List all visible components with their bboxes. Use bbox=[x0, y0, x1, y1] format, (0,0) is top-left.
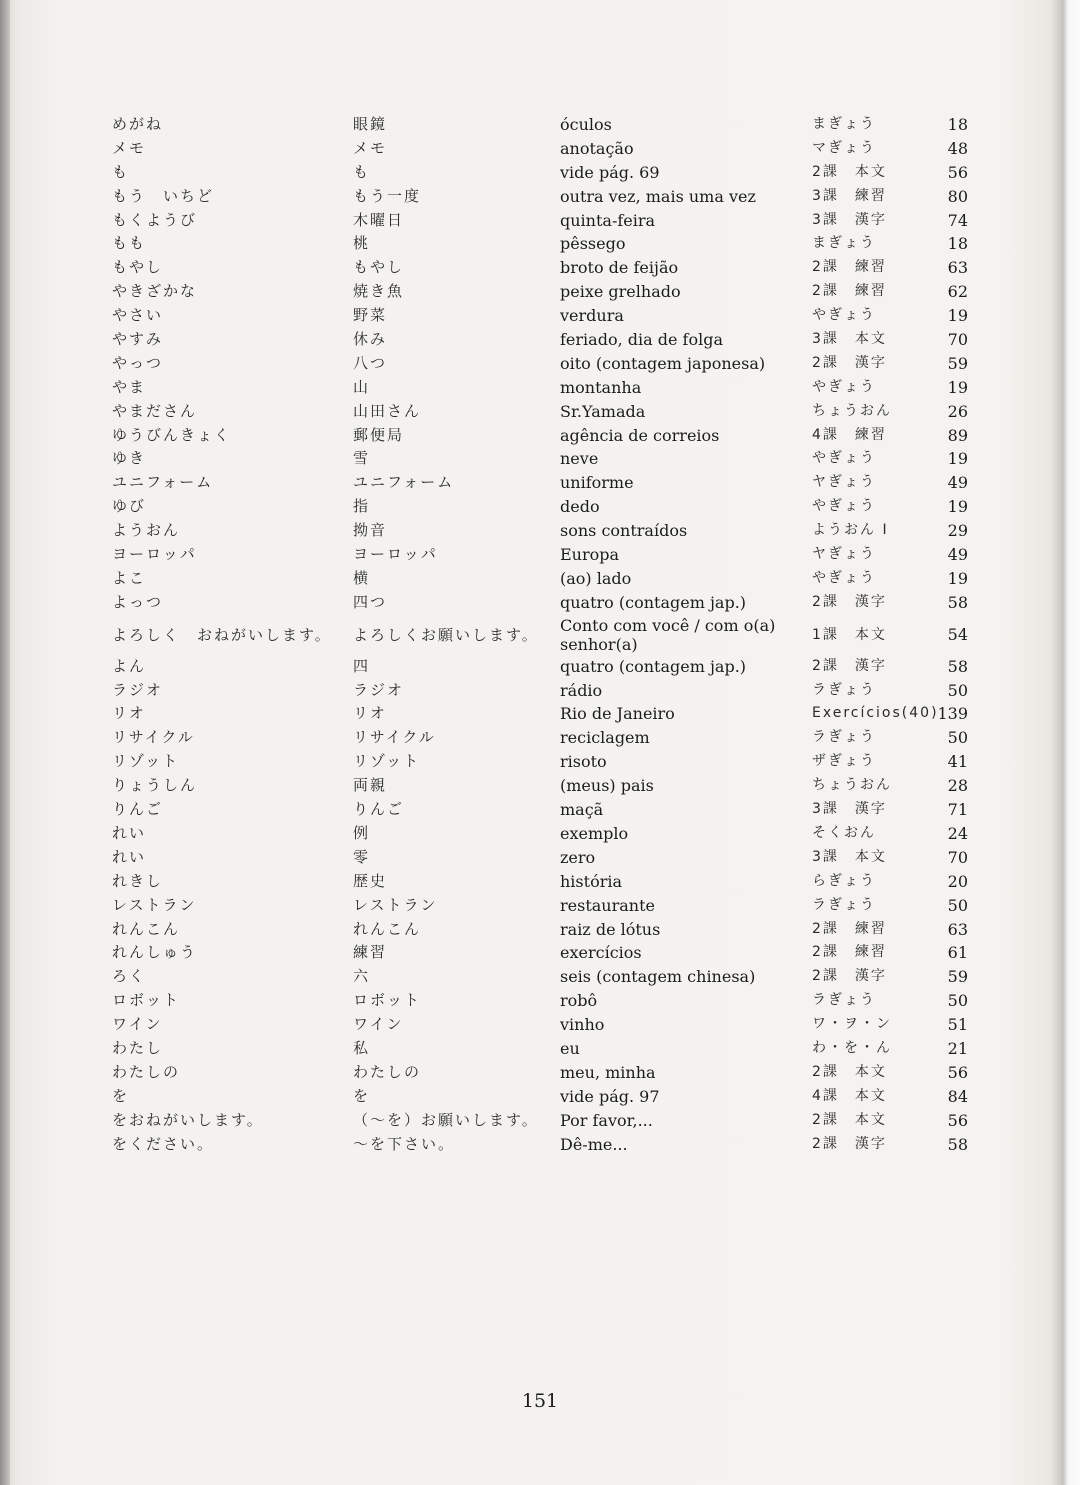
kanji-writing: 木曜日 bbox=[353, 210, 405, 229]
portuguese-meaning: quinta-feira bbox=[560, 210, 656, 230]
lesson-reference: 2課 漢字 bbox=[812, 657, 887, 674]
kana-reading: めがね bbox=[112, 115, 164, 133]
page-reference: 24 bbox=[947, 823, 968, 843]
portuguese-meaning: dedo bbox=[560, 497, 600, 517]
portuguese-meaning: verdura bbox=[560, 306, 624, 326]
portuguese-meaning: história bbox=[560, 871, 622, 891]
kana-reading: ゆき bbox=[112, 449, 147, 468]
portuguese-meaning: neve bbox=[560, 449, 599, 469]
page-reference: 41 bbox=[947, 752, 968, 772]
kanji-writing: 雪 bbox=[353, 449, 371, 468]
portuguese-meaning: sons contraídos bbox=[560, 521, 688, 541]
vocab-row bbox=[110, 328, 980, 352]
page-reference: 20 bbox=[947, 871, 968, 891]
portuguese-meaning: Europa bbox=[560, 545, 620, 565]
vocab-row bbox=[110, 894, 980, 918]
lesson-reference: 3課 本文 bbox=[812, 331, 887, 348]
portuguese-meaning: robô bbox=[560, 991, 598, 1011]
portuguese-meaning: exercícios bbox=[560, 943, 642, 963]
kanji-writing: 四つ bbox=[353, 592, 388, 611]
page-reference: 62 bbox=[947, 282, 968, 302]
portuguese-meaning: broto de feijão bbox=[560, 258, 679, 278]
kanji-writing: リオ bbox=[353, 704, 387, 723]
kanji-writing: よろしくお願いします。 bbox=[353, 625, 539, 644]
page-reference: 89 bbox=[947, 425, 968, 445]
kanji-writing: 眼鏡 bbox=[353, 115, 388, 133]
lesson-reference: やぎょう bbox=[812, 307, 876, 324]
kana-reading: リオ bbox=[112, 704, 146, 723]
portuguese-meaning: maçã bbox=[560, 800, 604, 820]
kanji-writing: も bbox=[353, 162, 371, 181]
kana-reading: りんご bbox=[112, 800, 164, 819]
kana-reading: やきざかな bbox=[112, 282, 198, 301]
vocab-row bbox=[110, 655, 980, 679]
lesson-reference: ワ・ヲ・ン bbox=[812, 1016, 892, 1033]
portuguese-meaning: raiz de lótus bbox=[560, 919, 661, 939]
lesson-reference: マぎょう bbox=[812, 139, 876, 156]
vocab-row bbox=[110, 1109, 980, 1133]
page-reference: 28 bbox=[947, 776, 968, 796]
page-reference: 54 bbox=[947, 624, 968, 644]
vocab-row bbox=[110, 989, 980, 1013]
kana-reading: ワイン bbox=[112, 1015, 163, 1034]
vocabulary-table bbox=[110, 113, 980, 1156]
page-reference: 19 bbox=[947, 306, 968, 326]
kana-reading: をください。 bbox=[112, 1134, 215, 1153]
page-reference: 19 bbox=[947, 449, 968, 469]
kanji-writing: 休み bbox=[353, 330, 388, 349]
kana-reading: リゾット bbox=[112, 752, 180, 771]
page-reference: 63 bbox=[947, 919, 968, 939]
vocab-row bbox=[110, 591, 980, 615]
portuguese-meaning: Por favor,... bbox=[560, 1110, 653, 1130]
lesson-reference: 2課 練習 bbox=[812, 920, 887, 937]
lesson-reference: まぎょう bbox=[812, 116, 876, 132]
lesson-reference: やぎょう bbox=[812, 450, 876, 467]
lesson-reference: ラぎょう bbox=[812, 681, 876, 698]
kana-reading: やま bbox=[112, 377, 147, 396]
vocab-row bbox=[110, 774, 980, 798]
vocab-row bbox=[110, 941, 980, 965]
lesson-reference: 2課 練習 bbox=[812, 259, 887, 276]
kanji-writing: ワイン bbox=[353, 1015, 404, 1034]
kanji-writing: リゾット bbox=[353, 752, 421, 771]
lesson-reference: 4課 本文 bbox=[812, 1087, 887, 1104]
page-reference: 74 bbox=[947, 210, 968, 230]
kanji-writing: 指 bbox=[353, 497, 371, 516]
lesson-reference: やぎょう bbox=[812, 498, 876, 515]
kana-reading: を bbox=[112, 1086, 130, 1105]
portuguese-meaning: rádio bbox=[560, 680, 603, 700]
portuguese-meaning: meu, minha bbox=[560, 1062, 656, 1082]
portuguese-meaning: pêssego bbox=[560, 234, 626, 254]
page-reference: 50 bbox=[947, 895, 968, 915]
kanji-writing: もやし bbox=[353, 258, 405, 277]
kanji-writing: 焼き魚 bbox=[353, 282, 405, 301]
lesson-reference: 2課 練習 bbox=[812, 283, 887, 300]
kanji-writing: りんご bbox=[353, 800, 405, 819]
vocab-row bbox=[110, 543, 980, 567]
kanji-writing: れんこん bbox=[353, 919, 422, 938]
page-reference: 19 bbox=[947, 497, 968, 517]
page-reference: 19 bbox=[947, 377, 968, 397]
vocab-row bbox=[110, 798, 980, 822]
kana-reading: よこ bbox=[112, 568, 147, 587]
kana-reading: よん bbox=[112, 656, 147, 675]
page-reference: 21 bbox=[947, 1038, 968, 1058]
kana-reading: れい bbox=[112, 847, 147, 866]
lesson-reference: やぎょう bbox=[812, 378, 876, 395]
vocab-row bbox=[110, 519, 980, 543]
vocab-row bbox=[110, 113, 980, 137]
kanji-writing: ラジオ bbox=[353, 680, 405, 699]
page-reference: 49 bbox=[947, 545, 968, 565]
portuguese-meaning: seis (contagem chinesa) bbox=[560, 967, 756, 987]
page-reference: 56 bbox=[947, 1062, 968, 1082]
lesson-reference: ちょうおん bbox=[812, 402, 892, 419]
portuguese-meaning: eu bbox=[560, 1038, 580, 1058]
kanji-writing: リサイクル bbox=[353, 728, 436, 747]
kanji-writing: 拗音 bbox=[353, 521, 388, 540]
lesson-reference: 2課 漢字 bbox=[812, 1135, 887, 1152]
portuguese-meaning: Conto com você / com o(a) senhor(a) bbox=[560, 615, 776, 654]
page-reference: 58 bbox=[947, 1134, 968, 1154]
kana-reading: をおねがいします。 bbox=[112, 1110, 264, 1129]
vocab-row bbox=[110, 1133, 980, 1157]
portuguese-meaning: feriado, dia de folga bbox=[560, 330, 723, 350]
page-reference: 48 bbox=[947, 138, 968, 158]
kanji-writing: ロボット bbox=[353, 991, 422, 1010]
lesson-reference: ヤぎょう bbox=[812, 474, 876, 491]
portuguese-meaning: uniforme bbox=[560, 473, 634, 493]
portuguese-meaning: quatro (contagem jap.) bbox=[560, 592, 747, 612]
kanji-writing: レストラン bbox=[353, 895, 438, 914]
kanji-writing: （～を）お願いします。 bbox=[353, 1110, 539, 1129]
kana-reading: ロボット bbox=[112, 991, 181, 1010]
kanji-writing: 例 bbox=[353, 823, 371, 842]
kana-reading: わたし bbox=[112, 1038, 164, 1057]
portuguese-meaning: restaurante bbox=[560, 895, 655, 915]
lesson-reference: ラぎょう bbox=[812, 992, 876, 1009]
page-reference: 56 bbox=[947, 162, 968, 182]
page-reference: 139 bbox=[937, 704, 968, 724]
vocab-row bbox=[110, 304, 980, 328]
vocab-row bbox=[110, 846, 980, 870]
vocab-row bbox=[110, 965, 980, 989]
kanji-writing: ユニフォーム bbox=[353, 473, 455, 492]
lesson-reference: 3課 練習 bbox=[812, 187, 887, 204]
vocab-row bbox=[110, 1085, 980, 1109]
kana-reading: れきし bbox=[112, 871, 164, 890]
vocab-row bbox=[110, 471, 980, 495]
kana-reading: メモ bbox=[112, 138, 147, 157]
portuguese-meaning: vide pág. 97 bbox=[560, 1086, 660, 1106]
lesson-reference: Exercícios(40) bbox=[812, 705, 939, 722]
kana-reading: もう いちど bbox=[112, 186, 215, 205]
lesson-reference: わ・を・ん bbox=[812, 1039, 892, 1056]
kana-reading: リサイクル bbox=[112, 728, 195, 747]
page-reference: 63 bbox=[947, 258, 968, 278]
page-reference: 70 bbox=[947, 330, 968, 350]
portuguese-meaning: risoto bbox=[560, 752, 607, 772]
lesson-reference: ようおん I bbox=[812, 522, 889, 539]
page-reference: 50 bbox=[947, 728, 968, 748]
kana-reading: レストラン bbox=[112, 895, 197, 914]
page-reference: 58 bbox=[947, 592, 968, 612]
vocab-row bbox=[110, 209, 980, 233]
kana-reading: もも bbox=[112, 234, 147, 253]
portuguese-meaning: (meus) pais bbox=[560, 776, 654, 796]
page-reference: 70 bbox=[947, 847, 968, 867]
lesson-reference: 2課 漢字 bbox=[812, 354, 887, 371]
kana-reading: ゆうびんきょく bbox=[112, 425, 232, 444]
portuguese-meaning: vide pág. 69 bbox=[560, 162, 660, 182]
vocab-row bbox=[110, 232, 980, 256]
portuguese-meaning: anotação bbox=[560, 138, 634, 158]
kana-reading: やさい bbox=[112, 306, 164, 325]
portuguese-meaning: Sr.Yamada bbox=[560, 401, 646, 421]
lesson-reference: 3課 本文 bbox=[812, 848, 887, 865]
vocab-row bbox=[110, 447, 980, 471]
page-reference: 59 bbox=[947, 967, 968, 987]
lesson-reference: そくおん bbox=[812, 824, 876, 841]
kanji-writing: メモ bbox=[353, 138, 388, 157]
portuguese-meaning: agência de correios bbox=[560, 425, 720, 445]
vocab-row bbox=[110, 1013, 980, 1037]
vocab-row bbox=[110, 702, 980, 726]
kanji-writing: 両親 bbox=[353, 776, 388, 795]
kanji-writing: もう一度 bbox=[353, 186, 422, 205]
vocab-row bbox=[110, 918, 980, 942]
kana-reading: やまださん bbox=[112, 401, 198, 420]
page-reference: 49 bbox=[947, 473, 968, 493]
kanji-writing: 山 bbox=[353, 377, 371, 396]
page-reference: 26 bbox=[947, 401, 968, 421]
lesson-reference: 2課 本文 bbox=[812, 163, 887, 180]
page-reference: 50 bbox=[947, 991, 968, 1011]
kana-reading: よろしく おねがいします。 bbox=[112, 625, 332, 644]
vocab-row bbox=[110, 495, 980, 519]
page-edge bbox=[1062, 0, 1080, 1485]
kanji-writing: 四 bbox=[353, 656, 371, 675]
lesson-reference: 2課 本文 bbox=[812, 1111, 887, 1128]
portuguese-meaning: peixe grelhado bbox=[560, 282, 681, 302]
kana-reading: やすみ bbox=[112, 330, 164, 349]
lesson-reference: ちょうおん bbox=[812, 777, 892, 794]
portuguese-meaning: reciclagem bbox=[560, 728, 650, 748]
lesson-reference: 3課 漢字 bbox=[812, 801, 887, 818]
lesson-reference: まぎょう bbox=[812, 235, 876, 252]
kanji-writing: 六 bbox=[353, 967, 371, 986]
page-number: 151 bbox=[521, 1390, 559, 1412]
kana-reading: も bbox=[112, 162, 130, 181]
vocab-row bbox=[110, 679, 980, 703]
lesson-reference: 2課 漢字 bbox=[812, 593, 887, 610]
kana-reading: もくようび bbox=[112, 210, 198, 229]
kanji-writing: 私 bbox=[353, 1038, 371, 1057]
portuguese-meaning: Dê-me... bbox=[560, 1134, 628, 1154]
kanji-writing: 八つ bbox=[353, 353, 388, 372]
vocab-row bbox=[110, 424, 980, 448]
portuguese-meaning: quatro (contagem jap.) bbox=[560, 656, 747, 676]
kana-reading: ヨーロッパ bbox=[112, 545, 197, 564]
page-reference: 71 bbox=[947, 800, 968, 820]
vocab-row bbox=[110, 822, 980, 846]
kanji-writing: 練習 bbox=[353, 943, 388, 962]
lesson-reference: ヤぎょう bbox=[812, 546, 876, 563]
book-spine bbox=[0, 0, 10, 1485]
portuguese-meaning: óculos bbox=[560, 115, 612, 134]
page-reference: 18 bbox=[947, 115, 968, 134]
kana-reading: よっつ bbox=[112, 592, 164, 611]
kanji-writing: 山田さん bbox=[353, 401, 422, 420]
vocab-row bbox=[110, 376, 980, 400]
kana-reading: もやし bbox=[112, 258, 164, 277]
kanji-writing: 歴史 bbox=[353, 871, 388, 890]
kana-reading: ラジオ bbox=[112, 680, 164, 699]
page-reference: 51 bbox=[947, 1015, 968, 1035]
vocab-row bbox=[110, 726, 980, 750]
lesson-reference: やぎょう bbox=[812, 569, 876, 586]
vocab-row bbox=[110, 161, 980, 185]
kana-reading: やっつ bbox=[112, 353, 164, 372]
vocab-row bbox=[110, 870, 980, 894]
page-reference: 19 bbox=[947, 568, 968, 588]
vocab-row bbox=[110, 1037, 980, 1061]
portuguese-meaning: outra vez, mais uma vez bbox=[560, 186, 756, 206]
portuguese-meaning: zero bbox=[560, 847, 596, 867]
kana-reading: ユニフォーム bbox=[112, 473, 214, 492]
lesson-reference: ザぎょう bbox=[812, 753, 876, 770]
page-reference: 50 bbox=[947, 680, 968, 700]
page-reference: 59 bbox=[947, 353, 968, 373]
kana-reading: ろく bbox=[112, 967, 147, 986]
lesson-reference: 2課 漢字 bbox=[812, 968, 887, 985]
page-reference: 58 bbox=[947, 656, 968, 676]
kanji-writing: ヨーロッパ bbox=[353, 545, 438, 564]
lesson-reference: 2課 本文 bbox=[812, 1063, 887, 1080]
page-reference: 18 bbox=[947, 234, 968, 254]
vocab-row bbox=[110, 750, 980, 774]
kanji-writing: 郵便局 bbox=[353, 425, 405, 444]
vocab-row bbox=[110, 567, 980, 591]
portuguese-meaning: vinho bbox=[560, 1015, 605, 1035]
portuguese-meaning: (ao) lado bbox=[560, 568, 632, 588]
page-reference: 80 bbox=[947, 186, 968, 206]
lesson-reference: 2課 練習 bbox=[812, 944, 887, 961]
vocab-row bbox=[110, 400, 980, 424]
kanji-writing: 桃 bbox=[353, 234, 371, 253]
vocab-row bbox=[110, 185, 980, 209]
kanji-writing: を bbox=[353, 1086, 371, 1105]
kanji-writing: ～を下さい。 bbox=[353, 1134, 456, 1153]
lesson-reference: 3課 漢字 bbox=[812, 211, 887, 228]
lesson-reference: ラぎょう bbox=[812, 729, 876, 746]
kana-reading: ようおん bbox=[112, 521, 181, 540]
portuguese-meaning: Rio de Janeiro bbox=[560, 704, 675, 724]
portuguese-meaning: oito (contagem japonesa) bbox=[560, 353, 766, 373]
kana-reading: りょうしん bbox=[112, 776, 198, 795]
lesson-reference: 1課 本文 bbox=[812, 626, 887, 643]
kanji-writing: わたしの bbox=[353, 1062, 422, 1081]
lesson-reference: 4課 練習 bbox=[812, 426, 887, 443]
vocab-row bbox=[110, 256, 980, 280]
lesson-reference: ラぎょう bbox=[812, 896, 876, 913]
kanji-writing: 零 bbox=[353, 847, 371, 866]
portuguese-meaning: montanha bbox=[560, 377, 642, 397]
vocab-row bbox=[110, 280, 980, 304]
vocab-row bbox=[110, 352, 980, 376]
kana-reading: れんこん bbox=[112, 919, 181, 938]
page-reference: 56 bbox=[947, 1110, 968, 1130]
kana-reading: わたしの bbox=[112, 1062, 181, 1081]
portuguese-meaning: exemplo bbox=[560, 823, 629, 843]
vocab-row bbox=[110, 1061, 980, 1085]
page-reference: 84 bbox=[947, 1086, 968, 1106]
kana-reading: ゆび bbox=[112, 497, 147, 516]
kana-reading: れんしゅう bbox=[112, 943, 198, 962]
vocab-row bbox=[110, 137, 980, 161]
page-reference: 29 bbox=[947, 521, 968, 541]
page-reference: 61 bbox=[947, 943, 968, 963]
vocab-row bbox=[110, 615, 980, 655]
lesson-reference: らぎょう bbox=[812, 872, 876, 889]
kanji-writing: 野菜 bbox=[353, 306, 388, 325]
kana-reading: れい bbox=[112, 823, 147, 842]
kanji-writing: 横 bbox=[353, 568, 371, 587]
